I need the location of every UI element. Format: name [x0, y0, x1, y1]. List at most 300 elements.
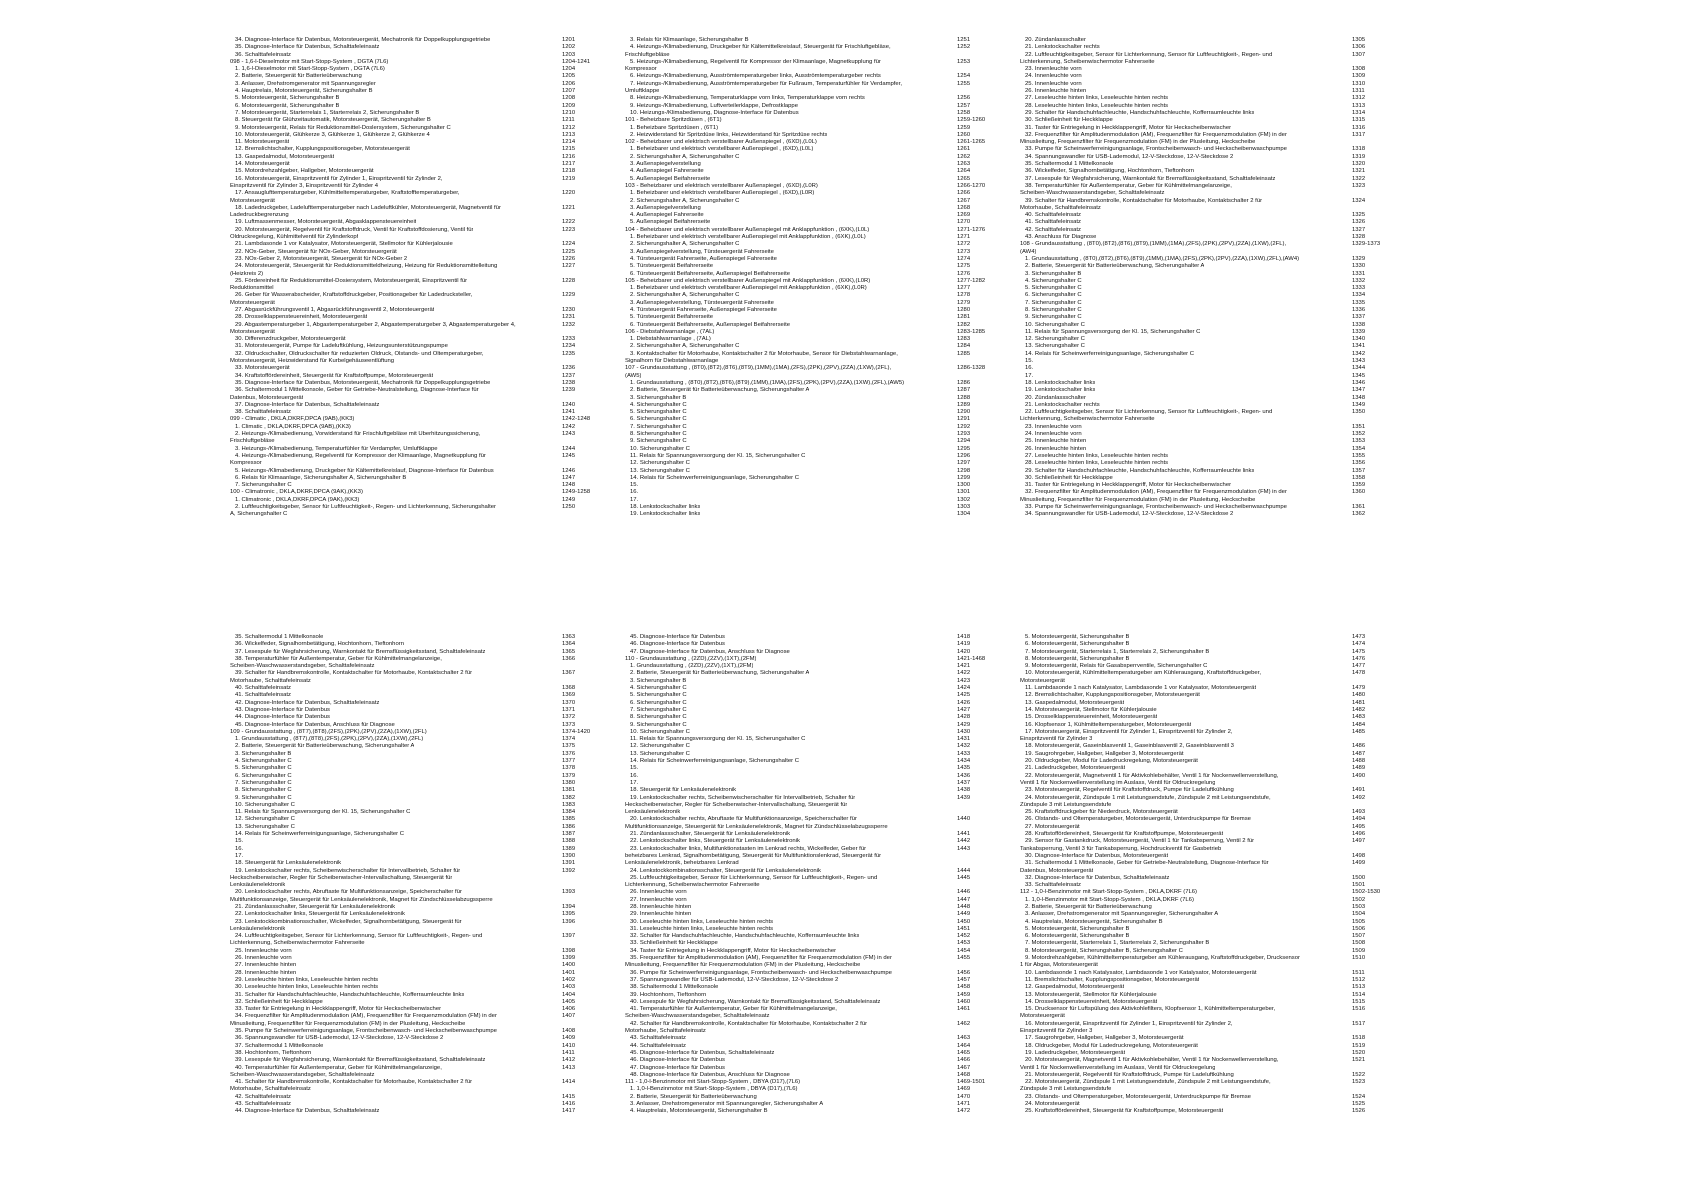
toc-entry-page: 1498	[1352, 852, 1366, 859]
toc-entry-page: 1212	[562, 124, 576, 131]
toc-entry-page: 1342	[1352, 350, 1366, 357]
toc-entry	[1020, 351, 1424, 358]
toc-entry-title: 30. Schließeinheit für Heckklappe	[1025, 474, 1113, 481]
toc-entry-title: 36. Pumpe für Scheinwerferreinigungsanlage, Frontscheibenwasch- und Heckscheibenwaschpumpe	[630, 969, 892, 976]
toc-entry-title: 44. Diagnose-Interface für Datenbus, Schalttafeleinsatz	[235, 1108, 380, 1115]
toc-entry-title: 2. Luftfeuchtigkeitsgeber, Sensor für Luftfeuchtigkeit-, Regen- und Lichterkennung, Sicherungshalter	[235, 504, 496, 510]
toc-entry	[230, 1035, 634, 1042]
toc-entry-page: 1414	[562, 1079, 576, 1086]
toc-entry-title: 29. Schalter für Handschuhfachleuchte, Handschuhfachleuchte, Kofferraumleuchte links	[1025, 109, 1255, 116]
toc-entry-page: 1432	[957, 743, 971, 750]
toc-entry-page	[562, 395, 634, 402]
toc-entry	[625, 933, 1029, 940]
toc-entry	[230, 707, 634, 714]
toc-entry-title: 37. Schaltermodul 1 Mittelkonsole	[235, 1042, 324, 1049]
toc-entry-page: 1371	[562, 706, 576, 713]
toc-entry-page: 1308	[1352, 66, 1366, 73]
toc-entry	[625, 670, 1029, 677]
toc-entry	[625, 1057, 1029, 1064]
toc-entry-title: 16.	[1025, 365, 1034, 372]
toc-entry-page: 1216	[562, 153, 576, 160]
toc-entry-page: 1359	[1352, 482, 1366, 489]
toc-entry-page: 1344	[1352, 365, 1366, 372]
toc-entry-title: Motorhaube, Schalttafeleinsatz	[625, 1028, 706, 1035]
toc-entry	[1020, 685, 1424, 692]
toc-entry-page: 1298	[957, 467, 971, 474]
toc-entry	[1020, 1065, 1424, 1072]
toc-entry	[1020, 395, 1424, 402]
toc-entry-page: 1374-1420	[562, 728, 591, 735]
toc-entry-title: Multifunktionsanzeige, Steuergerät für Lenksäulenelektronik, Magnet für Zündschlüsselabzugssperre	[230, 896, 493, 903]
toc-entry	[625, 482, 1029, 489]
toc-entry-title: 32. Schließeinheit für Heckklappe	[235, 998, 323, 1005]
toc-entry	[1020, 780, 1424, 787]
toc-entry	[625, 468, 1029, 475]
toc-entry-page: 1387	[562, 831, 576, 838]
toc-section-entry	[230, 59, 634, 66]
toc-entry	[230, 853, 634, 860]
toc-entry-title: 8. Sicherungshalter C	[630, 714, 687, 721]
toc-entry-title: 12. Sicherungshalter C	[1025, 336, 1085, 343]
toc-entry-title: 1. Grundausstattung , (8T7),(8T8),(2FS),(2PK),(2PV),(2ZA),(1XW),(2FL)	[235, 736, 424, 743]
toc-entry-title: 2. Batterie, Steuergerät für Batterieüberwachung	[235, 73, 362, 80]
toc-entry-title: 10. Heizungs-/Klimabedienung, Diagnose-Interface für Datenbus	[630, 109, 799, 116]
toc-entry	[230, 948, 634, 955]
toc-entry	[230, 431, 634, 438]
toc-entry	[1020, 475, 1424, 482]
toc-entry-page: 1520	[1352, 1049, 1366, 1056]
toc-entry-title: Reduktionsmittel	[230, 285, 274, 292]
toc-entry	[230, 743, 634, 750]
toc-entry	[1020, 402, 1424, 409]
toc-entry-page: 1258	[957, 109, 971, 116]
toc-entry-page: 1355	[1352, 452, 1366, 459]
toc-entry-title: 21. Zündanlassschalter, Steuergerät für Lenksäulenelektronik	[630, 831, 791, 838]
toc-entry-title: 33. Schalttafeleinsatz	[1025, 882, 1081, 889]
toc-entry	[230, 700, 634, 707]
toc-entry-page	[1352, 846, 1424, 853]
toc-entry-title: 33. Pumpe für Scheinwerferreinigungsanlage, Frontscheibenwasch- und Heckscheibenwaschpumpe	[1025, 504, 1287, 510]
toc-entry	[230, 670, 634, 677]
toc-entry	[625, 765, 1029, 772]
toc-entry-page: 1394	[562, 903, 576, 910]
toc-entry-page: 1454	[957, 947, 971, 954]
toc-entry	[230, 758, 634, 765]
toc-entry-title: Motorsteuergerät	[1020, 1013, 1065, 1020]
toc-entry-title: 20. Zündanlassschalter	[1025, 394, 1086, 401]
toc-entry	[1020, 992, 1424, 999]
toc-entry-title: 17. Saugrohrgeber, Hallgeber, Hallgeber 3, Motorsteuergerät	[1025, 1035, 1184, 1042]
toc-entry-title: 19. Lenkstockschalter links	[1025, 387, 1096, 394]
toc-entry-title: 26. Innenleuchte hinten	[1025, 88, 1087, 95]
toc-entry-title: 24. Lenkstockkombinationsschalter, Steuergerät für Lenksäulenelektronik	[630, 867, 821, 874]
toc-entry	[230, 387, 634, 394]
toc-entry-page: 1283	[957, 336, 971, 343]
toc-entry-page: 1267	[957, 197, 971, 204]
toc-entry-title: 3. Anlasser, Drehstromgenerator mit Spannungsregler, Sicherungshalter A	[630, 1101, 824, 1107]
toc-entry	[1020, 73, 1424, 80]
toc-entry	[230, 125, 634, 132]
toc-entry-page: 1241	[562, 409, 576, 416]
toc-entry	[1020, 999, 1424, 1006]
toc-entry-title: 19. Lenkstockschalter links	[630, 511, 701, 518]
toc-entry	[625, 707, 1029, 714]
toc-entry-page: 1426	[957, 699, 971, 706]
toc-entry-page	[1352, 205, 1424, 212]
toc-entry	[230, 117, 634, 124]
toc-entry	[230, 81, 634, 88]
toc-entry-title: 24. Motorsteuergerät, Zündspule 1 mit Leistungsendstufe, Zündspule 2 mit Leistungsendstufe,	[1025, 794, 1271, 801]
toc-entry	[1020, 387, 1424, 394]
toc-entry-title: 12. Bremslichtschalter, Kupplungspositionsgeber, Motorsteuergerät	[235, 146, 410, 153]
toc-entry-title: 20. Öldruckgeber, Modul für Ladedruckregelung, Motorsteuergerät	[1025, 758, 1198, 765]
toc-entry	[1020, 656, 1424, 663]
toc-entry	[230, 846, 634, 853]
toc-entry	[625, 992, 1029, 999]
toc-entry	[625, 307, 1029, 314]
toc-entry	[230, 380, 634, 387]
toc-entry-title: Zündspule 3 mit Leistungsendstufe	[1020, 801, 1112, 808]
toc-entry	[1020, 504, 1424, 511]
toc-entry-title: 35. Schaltermodul 1 Mittelkonsole	[1025, 161, 1114, 168]
toc-entry	[625, 161, 1029, 168]
toc-entry-title: 42. Diagnose-Interface für Datenbus, Schalttafeleinsatz	[235, 699, 380, 706]
toc-entry-title: 18. Motorsteuergerät, Gaseinblasventil 1, Gaseinblasventil 2, Gaseinblasventil 3	[1025, 743, 1234, 750]
toc-entry	[230, 1108, 634, 1115]
toc-column-bottom-3	[1020, 634, 1424, 1116]
toc-entry-page: 1322	[1352, 175, 1366, 182]
toc-entry-page: 1307	[1352, 51, 1366, 58]
toc-entry	[625, 205, 1029, 212]
toc-entry-title: 4. Heizungs-/Klimabedienung, Regelventil für Kompressor der Klimaanlage, Magnetkupplung für	[235, 452, 486, 459]
toc-entry	[625, 37, 1029, 44]
toc-entry-title: 1. Beheizbare Spritzdüsen , (6T1)	[630, 124, 719, 131]
toc-entry-title: 8. Sicherungshalter C	[235, 787, 292, 794]
toc-entry-title: 14. Drosselklappensteuereinheit, Motorsteuergerät	[1025, 998, 1158, 1005]
toc-entry	[625, 176, 1029, 183]
toc-entry-title: 23. Innenleuchte vorn	[1025, 66, 1082, 73]
toc-entry-page: 1276	[957, 270, 971, 277]
toc-entry-title: 1 für Abgas, Motorsteuergerät	[1020, 962, 1098, 969]
toc-entry	[625, 497, 1029, 504]
toc-entry-page: 1233	[562, 336, 576, 343]
toc-entry-title: 15.	[1025, 358, 1034, 365]
toc-entry-title: 36. Schaltermodul 1 Mittelkonsole, Geber für Getriebe-Neutralstellung, Diagnose-Interface für	[235, 387, 479, 394]
toc-entry-title: 12. Sicherungshalter C	[630, 460, 690, 467]
toc-entry-page: 1524	[1352, 1093, 1366, 1100]
toc-entry	[625, 343, 1029, 350]
toc-entry	[625, 402, 1029, 409]
toc-entry-title: 28. Innenleuchte hinten	[235, 969, 297, 976]
toc-entry-title: 30. Differenzdruckgeber, Motorsteuergerät	[235, 336, 346, 343]
toc-entry-title: 30. Leseleuchte hinten links, Leseleuchte hinten rechts	[235, 984, 379, 991]
toc-entry-page	[562, 875, 634, 882]
toc-entry-page: 1366	[562, 655, 576, 662]
toc-entry	[230, 984, 634, 991]
toc-entry-title: 21. Lambdasonde 1 vor Katalysator, Motorsteuergerät, Stellmotor für Kühlerjalousie	[235, 241, 453, 248]
toc-entry-title: Scheiben-Waschwasserstandsgeber, Schalttafeleinsatz	[625, 1013, 770, 1020]
toc-entry	[230, 955, 634, 962]
toc-entry-page: 1463	[957, 1035, 971, 1042]
toc-entry	[1020, 285, 1424, 292]
toc-entry-page: 1405	[562, 998, 576, 1005]
toc-entry	[625, 271, 1029, 278]
toc-entry-title: 20. Lenkstockschalter rechts, Abruftaste für Multifunktionsanzeige, Speicherschalter für	[235, 889, 462, 896]
toc-entry-title: 24. Innenleuchte vorn	[1025, 73, 1082, 80]
toc-entry-page: 1466	[957, 1057, 971, 1064]
toc-entry-title: 5. Sicherungshalter C	[235, 765, 292, 772]
toc-entry-page: 1266-1270	[957, 182, 986, 189]
toc-section-entry	[230, 729, 634, 736]
toc-entry-page: 1235	[562, 350, 576, 357]
toc-entry-title: 13. Sicherungshalter C	[235, 823, 295, 830]
toc-entry-page: 1346	[1352, 379, 1366, 386]
toc-entry	[1020, 198, 1424, 205]
toc-entry-page: 1370	[562, 699, 576, 706]
toc-entry-page: 1521	[1352, 1057, 1366, 1064]
toc-entry-page	[957, 373, 1029, 380]
toc-entry-title: 6. Sicherungshalter C	[630, 416, 687, 423]
toc-entry-title: Tankabsperrung, Ventil 3 für Tankabsperrung, Hochdruckventil für Gasbetrieb	[1020, 845, 1222, 852]
toc-entry-title: 37. Lesespule für Wegfahrsicherung, Warnkontakt für Bremsflüssigkeitsstand, Schalttafeleinsatz	[1025, 175, 1276, 182]
toc-entry-page: 1488	[1352, 758, 1366, 765]
toc-entry-page: 1319	[1352, 153, 1366, 160]
toc-entry-page: 1417	[562, 1108, 576, 1115]
toc-entry	[1020, 154, 1424, 161]
toc-entry	[625, 453, 1029, 460]
toc-entry-page: 1381	[562, 787, 576, 794]
toc-entry-page: 1409	[562, 1035, 576, 1042]
toc-entry	[625, 424, 1029, 431]
toc-column-top-1	[230, 37, 634, 519]
toc-entry	[1020, 59, 1424, 66]
toc-entry-title: 41. Schalter für Handbremskontrolle, Kontaktschalter für Motorhaube, Kontaktschalter 2 für	[235, 1079, 473, 1086]
toc-entry-page: 1508	[1352, 940, 1366, 947]
toc-entry-title: 48. Diagnose-Interface für Datenbus, Anschluss für Diagnose	[630, 1071, 790, 1078]
toc-entry	[1020, 249, 1424, 256]
toc-entry-title: 41. Temperaturfühler für Außentemperatur, Geber für Kühlmittelmangelanzeige,	[630, 1006, 837, 1013]
toc-entry	[625, 897, 1029, 904]
toc-entry	[1020, 1028, 1424, 1035]
toc-entry-title: 31. Taster für Entriegelung in Heckklappengriff, Motor für Heckscheibenwischer	[1025, 124, 1232, 131]
toc-entry-page: 1300	[957, 482, 971, 489]
toc-entry	[230, 1057, 634, 1064]
toc-entry	[1020, 271, 1424, 278]
toc-entry-title: Motorhaube, Schalttafeleinsatz	[1020, 204, 1101, 211]
toc-entry	[230, 1072, 634, 1079]
toc-entry-title: 6. Heizungs-/Klimabedienung, Ausströmtemperaturgeber links, Ausströmtemperaturgeber rechts	[630, 73, 881, 80]
toc-entry-page: 1263	[957, 161, 971, 168]
toc-entry	[230, 219, 634, 226]
toc-entry-title: 25. Fördereinheit für Reduktionsmittel-Dosiersystem, Motorsteuergerät, Einspritzventil für	[235, 277, 468, 284]
toc-entry-page: 1211	[562, 117, 575, 124]
toc-entry-page: 1259	[957, 124, 971, 131]
toc-entry-page: 1226	[562, 255, 576, 262]
toc-entry	[625, 44, 1029, 51]
toc-entry-page: 1205	[562, 73, 576, 80]
toc-entry	[230, 504, 634, 511]
toc-entry-page: 1208	[562, 95, 576, 102]
toc-entry	[230, 241, 634, 248]
toc-entry	[230, 838, 634, 845]
toc-entry	[1020, 962, 1424, 969]
toc-entry-page: 1485	[1352, 728, 1366, 735]
toc-entry-page: 1407	[562, 1013, 576, 1020]
toc-entry-title: 3. Anlasser, Drehstromgenerator mit Spannungsregler	[235, 80, 376, 87]
toc-entry	[230, 1065, 634, 1072]
toc-entry-title: 26. Innenleuchte vorn	[235, 955, 292, 962]
toc-entry-page: 1315	[1352, 117, 1366, 124]
toc-entry-title: 28. Drosselklappensteuereinheit, Motorsteuergerät	[235, 314, 368, 321]
toc-entry-title: 17. Ansauglufttemperaturgeber, Kühlmitteltemperaturgeber, Kraftstofftemperaturgeber,	[235, 190, 460, 197]
toc-entry	[230, 300, 634, 307]
toc-entry-title: 29. Schalter für Handschuhfachleuchte, Handschuhfachleuchte, Kofferraumleuchte links	[1025, 467, 1255, 474]
toc-entry	[1020, 183, 1424, 190]
toc-entry-page: 1277	[957, 285, 971, 292]
toc-entry-page: 1203	[562, 51, 576, 58]
toc-entry	[1020, 322, 1424, 329]
toc-entry	[625, 824, 1029, 831]
toc-entry-title: 23. Lenkstockschalter links, Multifunktionstasten im Lenkrad rechts, Wickelfeder, Geber für	[630, 845, 867, 852]
toc-entry-page: 1325	[1352, 212, 1366, 219]
toc-entry-page: 1408	[562, 1028, 576, 1035]
toc-entry-title: 38. Schalttafeleinsatz	[235, 409, 291, 416]
toc-entry	[230, 292, 634, 299]
toc-entry-page: 1418	[957, 634, 971, 640]
toc-entry-title: 4. Türsteuergerät Fahrerseite, Außenspiegel Fahrerseite	[630, 306, 777, 313]
toc-entry-page: 1327	[1352, 226, 1366, 233]
toc-entry-title: 13. Gaspedalmodul, Motorsteuergerät	[235, 153, 335, 160]
toc-entry-page: 1259-1260	[957, 117, 986, 124]
toc-entry	[1020, 1021, 1424, 1028]
toc-entry	[230, 329, 634, 336]
toc-entry-title: 2. Batterie, Steuergerät für Batterieüberwachung, Sicherungshalter A	[630, 670, 810, 677]
toc-entry-title: 13. Sicherungshalter C	[630, 750, 690, 757]
toc-entry	[625, 460, 1029, 467]
toc-entry-page: 1317	[1352, 131, 1366, 138]
toc-entry	[1020, 868, 1424, 875]
toc-entry-page: 1207	[562, 88, 576, 95]
toc-entry-title: 2. Batterie, Steuergerät für Batterieüberwachung, Sicherungshalter A	[235, 743, 415, 750]
toc-entry-title: 31. Schalter für Handschuhfachleuchte, Handschuhfachleuchte, Kofferraumleuchte links	[235, 991, 465, 998]
toc-entry-title: 10. Sicherungshalter C	[630, 728, 690, 735]
toc-entry	[230, 336, 634, 343]
toc-entry-title: 1. Beheizbarer und elektrisch verstellbarer Außenspiegel mit Anklappfunktion , (6XK),(L0R)	[630, 285, 867, 292]
toc-entry-page: 1367	[562, 670, 576, 677]
toc-entry-page: 1296	[957, 452, 971, 459]
toc-entry-title: 24. Luftfeuchtigkeitsgeber, Sensor für Lichterkennung, Sensor für Luftfeuchtigkeit-, Regen- und	[235, 933, 483, 940]
toc-entry	[625, 999, 1029, 1006]
toc-entry-title: 15.	[630, 482, 639, 489]
toc-entry-page: 1460	[957, 998, 971, 1005]
toc-entry-page: 1505	[1352, 918, 1366, 925]
toc-entry-title: (Heizkreis 2)	[230, 270, 264, 277]
toc-entry-title: 32. Diagnose-Interface für Datenbus, Schalttafeleinsatz	[1025, 874, 1170, 881]
toc-entry-page: 1301	[957, 489, 971, 496]
toc-entry-page: 1522	[1352, 1071, 1366, 1078]
toc-entry-title: 22. Lenkstockschalter links, Steuergerät für Lenksäulenelektronik	[630, 838, 800, 845]
toc-entry	[230, 999, 634, 1006]
toc-entry-page: 1305	[1352, 37, 1366, 43]
toc-entry	[1020, 205, 1424, 212]
toc-entry-page: 1398	[562, 947, 576, 954]
toc-entry-title: 11. Relais für Spannungsversorgung der Kl. 15, Sicherungshalter C	[630, 736, 806, 743]
toc-entry-page: 1504	[1352, 911, 1366, 918]
toc-entry	[230, 765, 634, 772]
toc-entry	[1020, 707, 1424, 714]
toc-entry-page: 1386	[562, 823, 576, 830]
toc-entry	[1020, 263, 1424, 270]
toc-entry-title: 6. Motorsteuergerät, Sicherungshalter B	[1025, 933, 1130, 940]
toc-entry-page: 1444	[957, 867, 971, 874]
toc-entry-title: 5. Sicherungshalter C	[630, 692, 687, 699]
toc-entry-page	[957, 802, 1029, 809]
toc-entry-title: 8. Sicherungshalter C	[630, 431, 687, 438]
toc-entry-page: 1429	[957, 721, 971, 728]
toc-entry-title: 9. Motorsteuergerät, Relais für Gasabsperrventile, Sicherungshalter C	[1025, 663, 1208, 670]
toc-entry-page: 1445	[957, 874, 971, 881]
toc-entry-page: 1481	[1352, 699, 1366, 706]
toc-entry-page: 1237	[562, 372, 576, 379]
toc-entry	[1020, 190, 1424, 197]
toc-entry-title: Minuslieitung, Frequenzfilter für Frequenzmodulation (FM) in der Plusleitung, Heckscheibe	[625, 962, 861, 969]
toc-entry-page: 1246	[562, 467, 576, 474]
toc-entry-page: 1303	[957, 504, 971, 510]
toc-entry-page	[562, 1072, 634, 1079]
toc-entry	[1020, 139, 1424, 146]
toc-entry-page: 1242	[562, 423, 576, 430]
toc-entry-title: 3. Außenspiegelverstellung, Türsteuergerät Fahrerseite	[630, 248, 774, 255]
toc-entry	[230, 66, 634, 73]
toc-entry-page: 1494	[1352, 816, 1366, 823]
toc-entry-title: 3. Sicherungshalter B	[1025, 270, 1082, 277]
toc-entry	[230, 438, 634, 445]
toc-section-entry	[625, 329, 1029, 336]
toc-entry-title: Zündspule 3 mit Leistungsendstufe	[1020, 1086, 1112, 1093]
toc-entry-title: 25. Kraftstoffdruckgeber für Niederdruck, Motorsteuergerät	[1025, 809, 1178, 816]
toc-entry	[1020, 816, 1424, 823]
toc-entry-page: 1455	[957, 955, 971, 962]
toc-entry-title: 10. Motorsteuergerät, Glühkerze 3, Glühkerze 1, Glühkerze 2, Glühkerze 4	[235, 131, 430, 138]
toc-entry-page: 1343	[1352, 358, 1366, 365]
toc-entry-page: 1462	[957, 1020, 971, 1027]
toc-entry	[230, 402, 634, 409]
toc-entry-page: 1487	[1352, 750, 1366, 757]
toc-entry-title: 6. Sicherungshalter C	[630, 699, 687, 706]
toc-entry-page: 1270	[957, 219, 971, 226]
toc-entry-page: 1383	[562, 801, 576, 808]
toc-entry-page: 1262	[957, 153, 971, 160]
toc-entry-title: 39. Schalter für Handbremskontrolle, Kontaktschalter für Motorhaube, Kontaktschalter 2 für	[235, 670, 473, 677]
toc-entry	[625, 314, 1029, 321]
toc-entry-title: 38. Schaltermodul 1 Mittelkonsole	[630, 984, 719, 991]
toc-entry	[625, 154, 1029, 161]
toc-entry	[625, 132, 1029, 139]
toc-entry	[230, 692, 634, 699]
toc-column-top-3	[1020, 37, 1424, 519]
toc-entry-page	[957, 66, 1029, 73]
toc-entry-title: 27. Leseleuchte hinten links, Leseleuchte hinten rechts	[1025, 95, 1169, 102]
toc-entry-page: 1500	[1352, 874, 1366, 881]
toc-entry-page: 1333	[1352, 285, 1366, 292]
toc-entry-page: 1513	[1352, 984, 1366, 991]
toc-entry-title: 106 - Diebstahlwarnanlage , (7AL)	[625, 328, 715, 335]
toc-entry	[1020, 125, 1424, 132]
toc-entry-title: 13. Sicherungshalter C	[1025, 343, 1085, 350]
toc-entry-title: 19. Saugrohrgeber, Hallgeber, Hallgeber 3, Motorsteuergerät	[1025, 750, 1184, 757]
toc-entry-title: 17.	[235, 852, 244, 859]
toc-entry	[625, 919, 1029, 926]
